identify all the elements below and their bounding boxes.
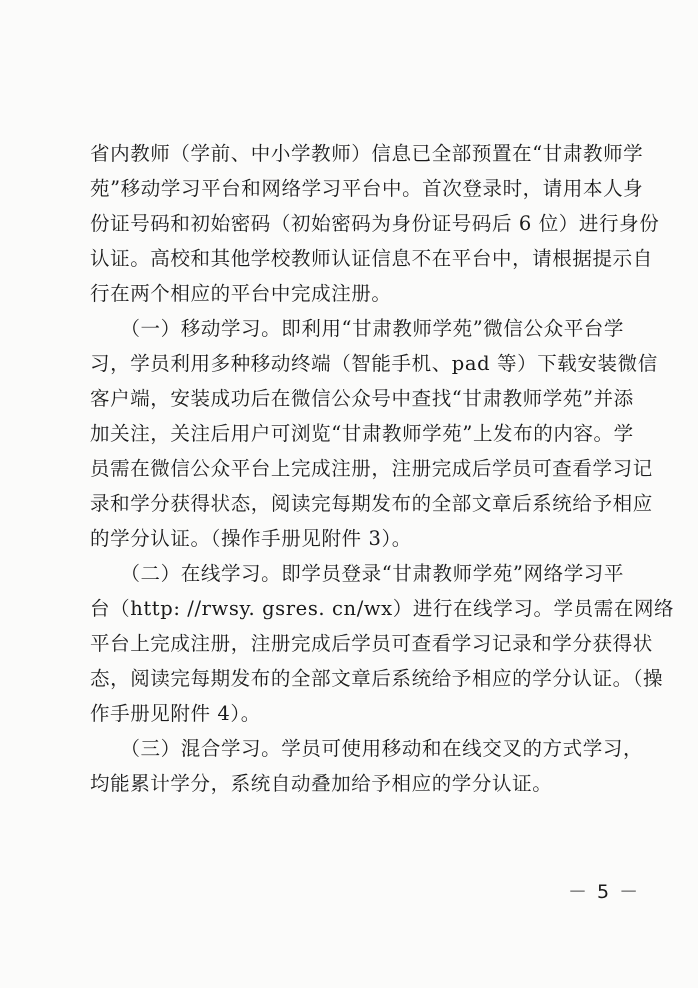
text-line: 加关注，关注后用户可浏览“甘肃教师学苑”上发布的内容。学 [90, 422, 634, 445]
text-line: 员需在微信公众平台上完成注册，注册完成后学员可查看学习记 [90, 457, 653, 480]
text-line: 认证。高校和其他学校教师认证信息不在平台中，请根据提示自 [90, 247, 653, 270]
text-line: 均能累计学分，系统自动叠加给予相应的学分认证。 [90, 772, 553, 795]
text-line: 录和学分获得状态，阅读完每期发布的全部文章后系统给予相应 [90, 492, 653, 515]
page-number: － 5 － [568, 881, 641, 903]
text-line: 台（http: //rwsy. gsres. cn/wx）进行在线学习。学员需在网络 [90, 597, 675, 620]
text-line: 平台上完成注册，注册完成后学员可查看学习记录和学分获得状 [90, 632, 653, 655]
text-line: 行在两个相应的平台中完成注册。 [90, 282, 392, 305]
text-line: 态，阅读完每期发布的全部文章后系统给予相应的学分认证。（操 [90, 667, 664, 690]
text-line: （二）在线学习。即学员登录“甘肃教师学苑”网络学习平 [90, 562, 624, 585]
text-line: 省内教师（学前、中小学教师）信息已全部预置在“甘肃教师学 [90, 142, 644, 165]
text-line: （一）移动学习。即利用“甘肃教师学苑”微信公众平台学 [90, 317, 624, 340]
text-line: 苑”移动学习平台和网络学习平台中。首次登录时，请用本人身 [90, 177, 644, 200]
text-line: 习，学员利用多种移动终端（智能手机、pad 等）下载安装微信 [90, 352, 658, 375]
text-line: 的学分认证。（操作手册见附件 3）。 [90, 527, 412, 550]
text-line: （三）混合学习。学员可使用移动和在线交叉的方式学习， [90, 737, 644, 760]
text-line: 客户端，安装成功后在微信公众号中查找“甘肃教师学苑”并添 [90, 387, 634, 410]
text-line: 份证号码和初始密码（初始密码为身份证号码后 6 位）进行身份 [90, 212, 660, 235]
body-text [90, 136, 675, 801]
text-line: 作手册见附件 4）。 [90, 702, 261, 725]
